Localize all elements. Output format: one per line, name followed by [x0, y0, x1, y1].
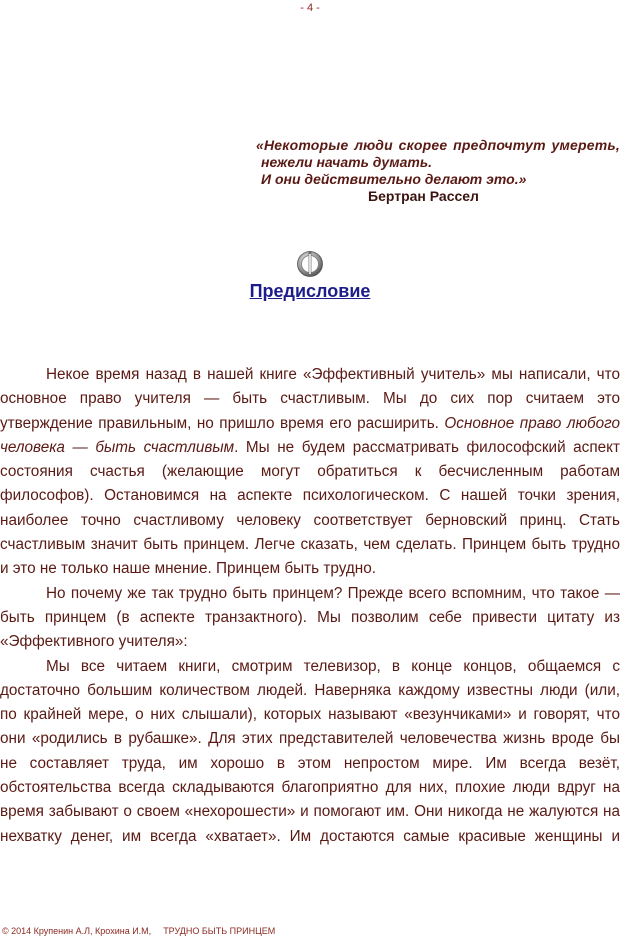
- text-run: утверждение правильным, но пришло время его расширить.: [0, 414, 445, 432]
- section-heading: Предисловие: [249, 281, 371, 301]
- text-line: «Эффективного учителя»:: [0, 633, 188, 651]
- epigraph-line-2: нежели начать думать.: [261, 154, 433, 170]
- page-footer: [2, 926, 275, 936]
- text-line: основное право учителя — быть счастливым. Мы до сих пор считаем это: [0, 390, 620, 408]
- text-line: нехватку денег, им всегда «хватает». Им достаются самые красивые женщины и: [0, 827, 620, 845]
- text-line: и это не только наше мнение. Принцем быть трудно.: [0, 560, 376, 578]
- text-line: достаточно большим количеством людей. Наверняка каждому известны люди (или,: [0, 681, 620, 699]
- crosshair-ornament-icon: [296, 250, 324, 278]
- page-number: - 4 -: [300, 2, 320, 14]
- epigraph-author: Бертран Рассел: [368, 188, 479, 204]
- text-line: наиболее точно счастливому человеку соответствует берновский принц. Стать: [0, 511, 620, 529]
- epigraph-line-1: «Некоторые люди скорее предпочтут умереть,: [256, 137, 620, 153]
- body-text: [0, 363, 620, 849]
- text-line: счастливым значит быть принцем. Легче сказать, чем сделать. Принцем быть трудно: [0, 536, 620, 554]
- text-run: . Мы не будем рассматривать философский аспект: [234, 438, 620, 456]
- text-line: Некое время назад в нашей книге «Эффективный учитель» мы написали, что: [46, 366, 620, 383]
- text-line: быть принцем (в аспекте транзактного). Мы позволим себе привести цитату из: [0, 608, 620, 626]
- text-line: не составляет труда, им хорошо в этом непростом мире. Им всегда везёт,: [0, 754, 620, 772]
- paragraph-2: [0, 582, 620, 655]
- italic-run: человека — быть счастливым: [0, 438, 235, 456]
- footer-book-title: ТРУДНО БЫТЬ ПРИНЦЕМ: [163, 926, 276, 936]
- footer-copyright: © 2014 Крупенин А.Л, Крохина И.М,: [2, 926, 152, 936]
- text-line: время забывают о своем «нехорошести» и помогают им. Они никогда не жалуются на: [0, 803, 620, 821]
- epigraph: [256, 137, 620, 205]
- paragraph-3: [0, 655, 620, 849]
- text-line: философов). Остановимся на аспекте психологическом. С нашей точки зрения,: [0, 487, 620, 505]
- text-line-mixed: [0, 412, 620, 436]
- text-line-mixed: [0, 436, 620, 460]
- text-line: обстоятельства всегда складываются благоприятно для них, плохие люди вдруг на: [0, 779, 620, 797]
- paragraph-1: [0, 363, 620, 582]
- text-line: по крайней мере, о них слышали), которых называют «везунчиками» и говорят, что: [0, 706, 620, 724]
- epigraph-line-3: И они действительно делают это.»: [261, 171, 527, 187]
- text-line: состояния счастья (желающие могут обратиться к бесчисленным работам: [0, 463, 620, 481]
- italic-run: Основное право любого: [444, 414, 620, 432]
- text-line: Мы все читаем книги, смотрим телевизор, в конце концов, общаемся с: [46, 657, 620, 675]
- text-line: они «родились в рубашке». Для этих представителей человечества жизнь вроде бы: [0, 730, 620, 748]
- text-line: Но почему же так трудно быть принцем? Прежде всего вспомним, что такое —: [46, 584, 620, 602]
